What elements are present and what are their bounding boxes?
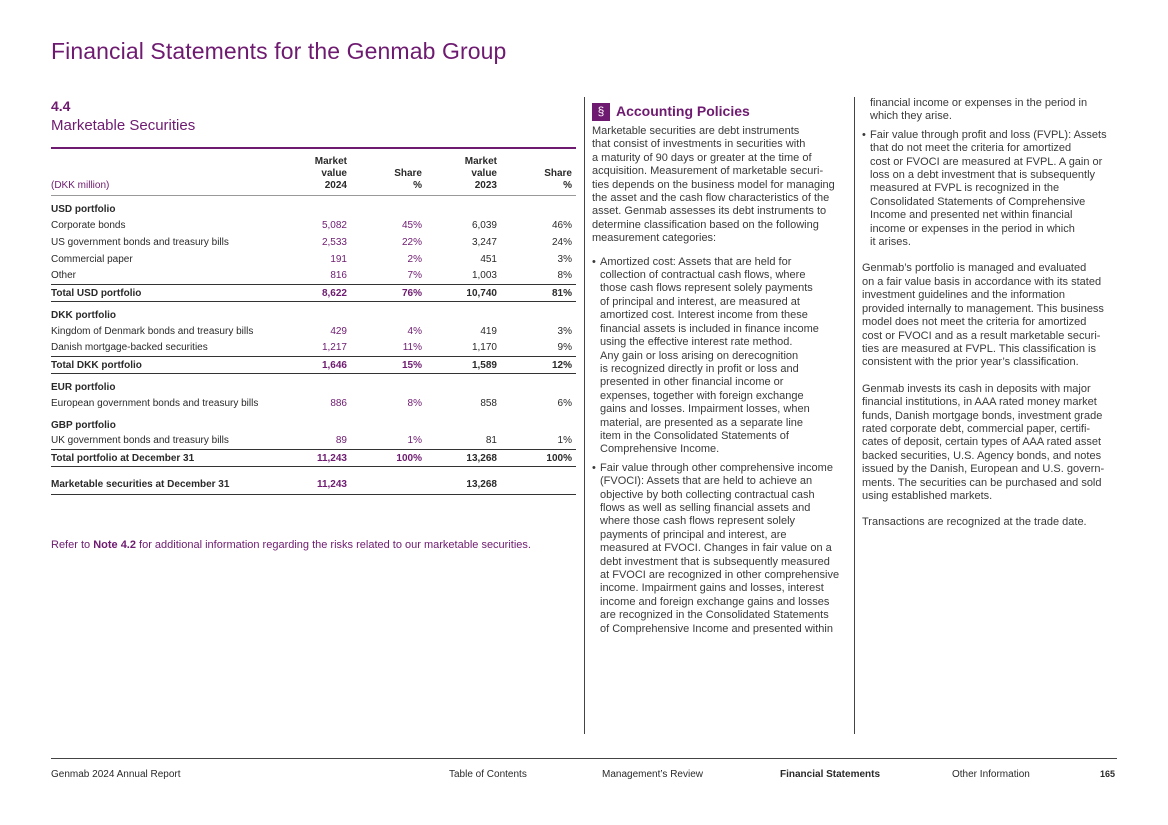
total-row-usd: Total USD portfolio 8,622 76% 10,740 81% (51, 285, 576, 302)
paragraph-investments: Genmab invests its cash in deposits with major financial institutions, in AAA rated money market funds, Danish mortgage bonds, investment grade rated corporate debt, commercial paper, certifi- cates of deposit, certain types of AAA rated asset backed securities, U.S. Agency bonds, and notes issued by the Danish, European and U.S. govern- ments. The securities can be purchased and sold using established markets. (862, 382, 1105, 502)
accounting-policies-column (592, 103, 850, 636)
header-market-value-2023: Market value 2023 (426, 154, 501, 196)
marketable-securities-row: Marketable securities at December 31 11,243 13,268 (51, 475, 576, 495)
bullet-fvoci: • Fair value through other comprehensive income (FVOCI): Assets that are held to achieve an objective by both collecting contractual cash flows as well as selling financial assets and where those cash flows represent solely payments of principal and interest, are measured at FVOCI. Changes in fair value on a debt investment that is subsequently measured at FVOCI are recognized in other comprehensive income. Impairment gains and losses, interest income and foreign exchange gains and losses are recognized in the Consolidated Statements of Comprehensive Income and presented within (592, 462, 850, 636)
total-row-dkk: Total DKK portfolio 1,646 15% 1,589 12% (51, 357, 576, 374)
footer-link-managements-review[interactable]: Management’s Review (602, 769, 703, 780)
section-sign-icon: § (592, 103, 610, 121)
marketable-securities-table (51, 154, 576, 495)
note-link[interactable]: Note 4.2 (93, 539, 136, 551)
header-market-value-2024: Market value 2024 (306, 154, 351, 196)
section-number: 4.4 (51, 98, 71, 114)
table-row: UK government bonds and treasury bills 89 1% 81 1% (51, 435, 572, 447)
accounting-policies-heading (592, 103, 850, 121)
total-portfolio-row: Total portfolio at December 31 11,243 100% 13,268 100% (51, 450, 576, 467)
header-share-2023: Share % (501, 154, 576, 196)
footer-link-table-of-contents[interactable]: Table of Contents (449, 769, 527, 780)
group-header-gbp: GBP portfolio (51, 419, 116, 431)
table-row: Danish mortgage-backed securities 1,217 11% 1,170 9% (51, 342, 572, 354)
table-row: European government bonds and treasury bills 886 8% 858 6% (51, 397, 572, 409)
group-header-dkk: DKK portfolio (51, 309, 116, 321)
group-header-eur: EUR portfolio (51, 381, 116, 393)
table-header-row (51, 154, 576, 196)
group-header-usd: USD portfolio (51, 203, 116, 215)
bullet-amortized-cost: • Amortized cost: Assets that are held for collection of contractual cash flows, where those cash flows represent solely payments of principal and interest, are measured at amortized cost. Interest income from these financial assets is included in finance income using the effective interest rate method. Any gain or loss arising on derecognition is recognized directly in profit or loss and presented in other financial income or expenses, together with foreign exchange gains and losses. Impairment losses, when material, are presented as a separate line item in the Consolidated Statements of Comprehensive Income. (592, 256, 850, 457)
bullet-fvpl: • Fair value through profit and loss (FVPL): Assets that do not meet the criteria for amortized cost or FVOCI are measured at FVPL. A gain or loss on a debt investment that is subsequently measured at FVPL is recognized in the Consolidated Statements of Comprehensive Income and presented net within financial income or expenses in the period in which it arises. (862, 129, 1124, 250)
table-row: US government bonds and treasury bills 2,533 22% 3,247 24% (51, 236, 572, 248)
accounting-policies-title: Accounting Policies (616, 103, 750, 120)
fvoci-continued: financial income or expenses in the period in which they arise. (870, 97, 1088, 123)
header-share-2024: Share % (351, 154, 426, 196)
table-row: Other 816 7% 1,003 8% (51, 270, 572, 282)
unit-label: (DKK million) (51, 154, 306, 196)
page-number: 165 (1100, 769, 1116, 779)
table-row: Corporate bonds 5,082 45% 6,039 46% (51, 219, 572, 231)
table-top-rule (51, 147, 576, 149)
table-row: Kingdom of Denmark bonds and treasury bills 429 4% 419 3% (51, 325, 572, 337)
page-title: Financial Statements for the Genmab Group (51, 38, 507, 64)
policies-intro: Marketable securities are debt instruments that consist of investments in securities with a maturity of 90 days or greater at the time of acquisition. Measurement of marketable securi- ties depends on the business model for managing the asset and the cash flow characteristics of the asset. Genmab assesses its debt instruments to determine classification based on the following measurement categories: (592, 125, 835, 245)
paragraph-trade-date: Transactions are recognized at the trade date. (862, 516, 1087, 529)
footer-rule (51, 758, 1117, 759)
footer-link-financial-statements[interactable]: Financial Statements (780, 769, 881, 780)
footer-report-name: Genmab 2024 Annual Report (51, 769, 181, 780)
table-row: Commercial paper 191 2% 451 3% (51, 253, 572, 265)
section-title: Marketable Securities (51, 117, 196, 134)
note-reference: Refer to Note 4.2 for additional information regarding the risks related to our marketable securities. (51, 539, 531, 551)
policies-continued-column (862, 97, 1124, 530)
footer-link-other-information[interactable]: Other Information (952, 769, 1030, 780)
paragraph-portfolio: Genmab’s portfolio is managed and evaluated on a fair value basis in accordance with its stated investment guidelines and the information provided internally to management. This business model does not meet the criteria for amortized cost or FVOCI and as a result marketable securi- ties are measured at FVPL. This classification is consistent with the prior year’s classification. (862, 262, 1104, 369)
column-divider (854, 97, 855, 734)
column-divider (584, 97, 585, 734)
